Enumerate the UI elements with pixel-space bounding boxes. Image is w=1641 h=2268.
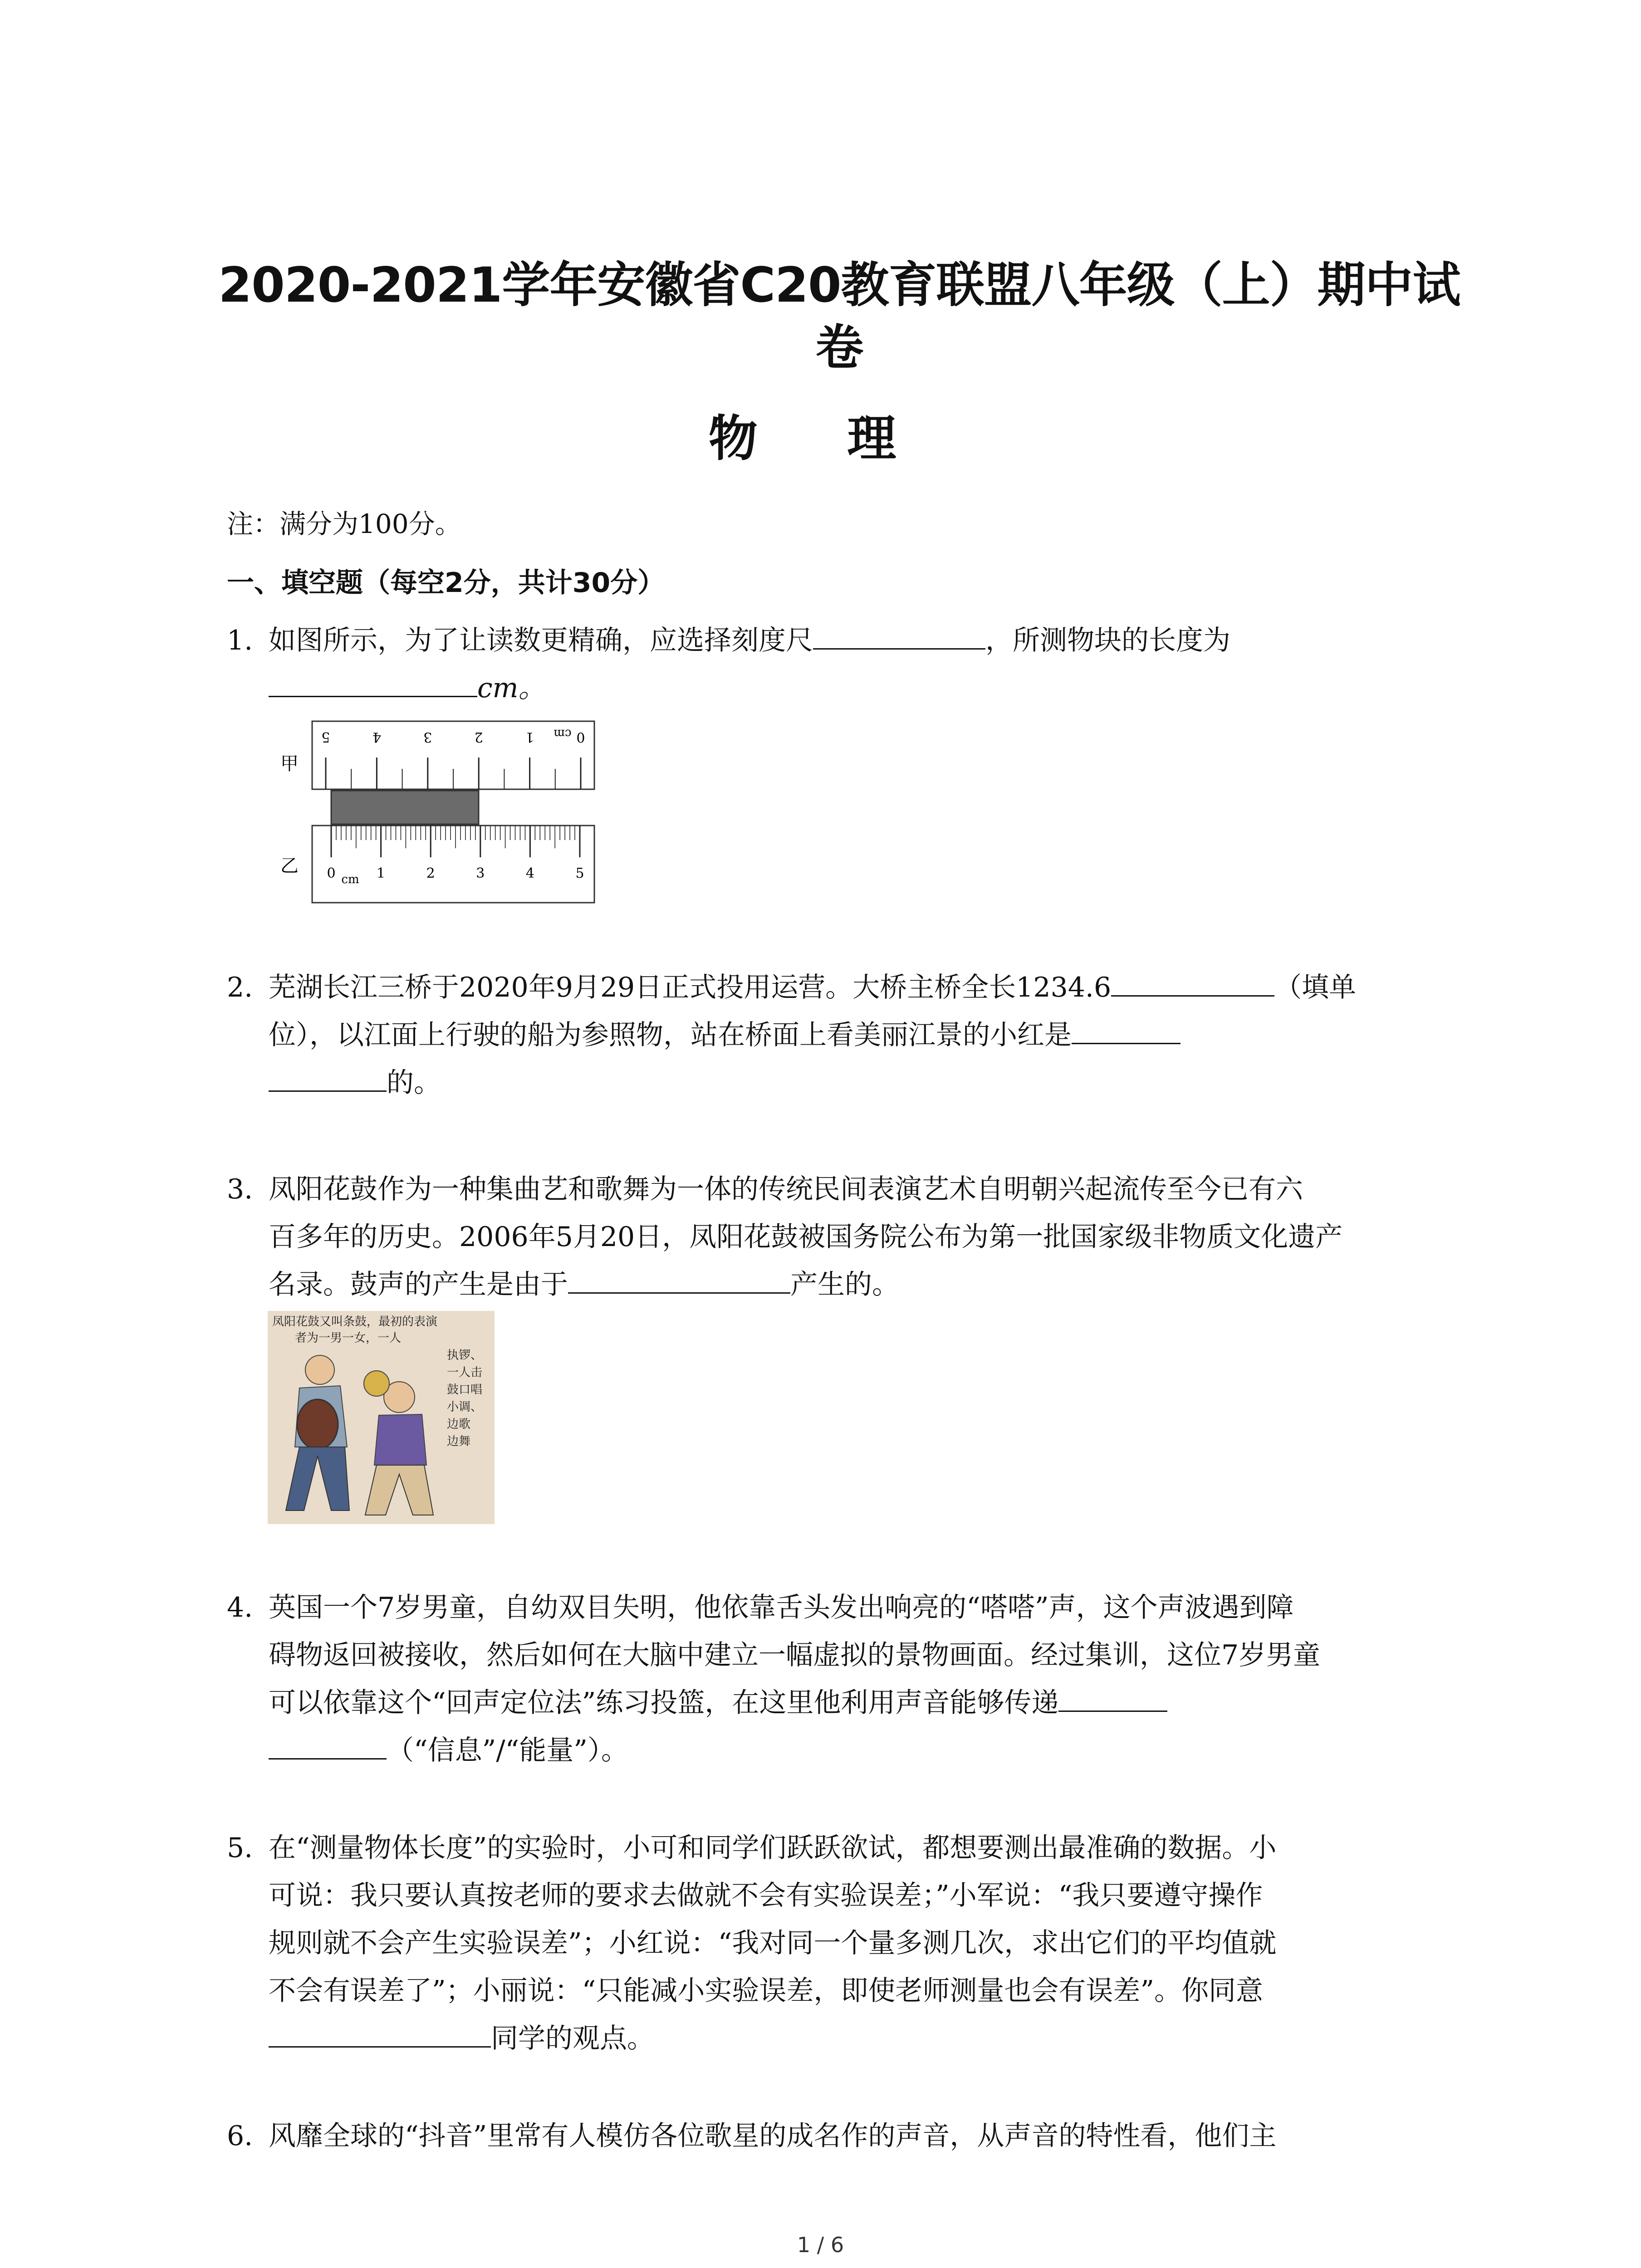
- ruler-top-tick-label: 1: [525, 729, 534, 745]
- answer-blank[interactable]: [269, 669, 477, 697]
- answer-blank[interactable]: [269, 1063, 387, 1092]
- question-2: [227, 964, 1452, 1107]
- caption-line: 边歌: [447, 1418, 471, 1431]
- measured-block: [331, 791, 479, 824]
- section-heading-fill-in: 一、填空题（每空2分，共计30分）: [227, 567, 665, 599]
- question-number: 3.: [227, 1173, 253, 1205]
- caption-line: 边舞: [447, 1435, 471, 1448]
- ruler-bottom-tick-label: 4: [525, 865, 534, 881]
- ruler-top-tick-label: 3: [423, 729, 432, 745]
- question-text: 在“测量物体长度”的实验时，小可和同学们跃跃欲试，都想要测出最准确的数据。小: [269, 1832, 1277, 1864]
- question-number: 5.: [227, 1832, 253, 1864]
- gong-icon: [364, 1371, 389, 1396]
- ruler-bottom-tick-label: 5: [575, 865, 584, 881]
- question-3: [227, 1166, 1452, 1309]
- ruler-bottom-tick-label: 0: [327, 865, 336, 881]
- question-text: 碍物返回被接收，然后如何在大脑中建立一幅虚拟的景物画面。经过集训，这位7岁男童: [269, 1639, 1321, 1671]
- question-text: 可说：我只要认真按老师的要求去做就不会有实验误差；”小军说：“我只要遵守操作: [269, 1880, 1263, 1911]
- ruler-top-unit: cm: [554, 727, 572, 740]
- ruler-bottom-unit: cm: [341, 873, 359, 886]
- answer-blank[interactable]: [568, 1265, 790, 1294]
- question-number: 4.: [227, 1592, 253, 1623]
- page-title: 2020-2021学年安徽省C20教育联盟八年级（上）期中试卷: [218, 257, 1460, 376]
- question-text: 风靡全球的“抖音”里常有人模仿各位歌星的成名作的声音，从声音的特性看，他们主: [269, 2120, 1277, 2152]
- performer-body: [374, 1414, 426, 1465]
- question-text: 位），以江面上行驶的船为参照物，站在桥面上看美丽江景的小红是: [269, 1019, 1072, 1051]
- question-text: 不会有误差了”；小丽说：“只能减小实验误差，即使老师测量也会有误差”。你同意: [269, 1975, 1264, 2007]
- question-text: 如图所示，为了让读数更精确，应选择刻度尺: [269, 625, 813, 656]
- question-6: [227, 2112, 1452, 2160]
- question-text: 名录。鼓声的产生是由于: [269, 1269, 568, 1300]
- question-text: 芜湖长江三桥于2020年9月29日正式投用运营。大桥主桥全长1234.6: [269, 972, 1112, 1003]
- ruler-top-tick-label: 2: [474, 729, 483, 745]
- caption-line: 执锣、: [447, 1349, 483, 1362]
- caption-line: 一人击: [447, 1366, 483, 1379]
- question-text: （填单: [1274, 972, 1357, 1003]
- question-text: （“信息”/“能量”）。: [387, 1735, 628, 1766]
- question-text: 规则就不会产生实验误差”；小红说：“我对同一个量多测几次，求出它们的平均值就: [269, 1927, 1277, 1959]
- caption-line: 小调、: [447, 1400, 483, 1414]
- question-number: 1.: [227, 625, 253, 656]
- ruler-bottom-tick-label: 2: [426, 865, 435, 881]
- ruler-label-top: 甲: [280, 753, 299, 774]
- answer-blank[interactable]: [1058, 1683, 1167, 1712]
- unit-text: cm。: [477, 672, 546, 704]
- question-text: 凤阳花鼓作为一种集曲艺和歌舞为一体的传统民间表演艺术自明朝兴起流传至今已有六: [269, 1173, 1303, 1205]
- ruler-top-tick-label: 5: [321, 729, 330, 745]
- answer-blank[interactable]: [269, 2019, 491, 2048]
- question-text: 的。: [387, 1067, 441, 1099]
- question-number: 2.: [227, 972, 253, 1003]
- ruler-bottom-tick-label: 3: [476, 865, 485, 881]
- answer-blank[interactable]: [269, 1731, 387, 1760]
- ruler-top-tick-label: 4: [372, 729, 381, 745]
- caption-line: 者为一男一女，一人: [295, 1331, 402, 1345]
- question-1: [227, 617, 1452, 712]
- question-4: [227, 1584, 1452, 1774]
- ruler-label-bottom: 乙: [280, 855, 299, 876]
- ruler-figure: [268, 714, 603, 909]
- ruler-bottom-tick-label: 1: [377, 865, 386, 881]
- page-number: 1 / 6: [797, 2233, 844, 2257]
- performer-head: [305, 1355, 334, 1384]
- ruler-top-tick-label: 0: [576, 729, 585, 745]
- question-text: 同学的观点。: [491, 2023, 654, 2054]
- answer-blank[interactable]: [813, 621, 985, 650]
- caption-line: 鼓口唱: [447, 1383, 483, 1397]
- drum-icon: [297, 1399, 338, 1449]
- score-note: 注：满分为100分。: [227, 508, 461, 539]
- fengyang-drum-illustration: [268, 1311, 495, 1524]
- question-text: 英国一个7岁男童，自幼双目失明，他依靠舌头发出响亮的“嗒嗒”声，这个声波遇到障: [269, 1592, 1294, 1623]
- subject-heading: 物 理: [708, 411, 933, 467]
- question-text: 可以依靠这个“回声定位法”练习投篮，在这里他利用声音能够传递: [269, 1687, 1059, 1719]
- caption-line: 凤阳花鼓又叫条鼓，最初的表演: [272, 1315, 438, 1329]
- question-text: 百多年的历史。2006年5月20日，凤阳花鼓被国务院公布为第一批国家级非物质文化遗产: [269, 1221, 1343, 1253]
- question-number: 6.: [227, 2120, 253, 2152]
- answer-blank[interactable]: [1111, 968, 1274, 997]
- question-text: ，所测物块的长度为: [985, 625, 1230, 656]
- ruler-bottom: [312, 826, 594, 903]
- question-5: [227, 1824, 1452, 2063]
- answer-blank[interactable]: [1072, 1016, 1181, 1044]
- question-text: 产生的。: [790, 1269, 899, 1300]
